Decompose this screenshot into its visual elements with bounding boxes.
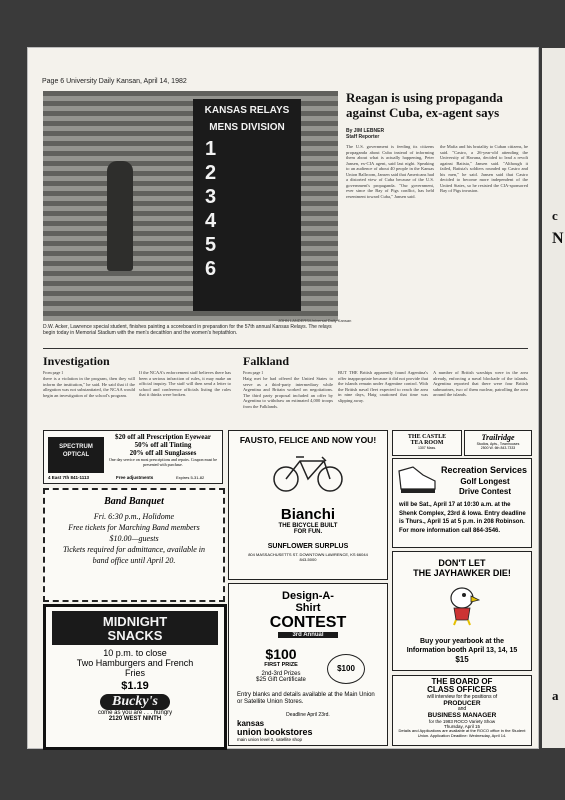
- reagan-byline: [346, 128, 384, 140]
- board-line-1: will interview for the positions of: [426, 694, 498, 700]
- spectrum-offer-1: $20 off all Prescription Eyewear: [115, 433, 211, 441]
- design-contest-title: CONTEST: [269, 614, 347, 631]
- board-and: and: [457, 706, 467, 712]
- bicycle-icon: [268, 451, 348, 495]
- jayhawker-ad: [392, 551, 532, 671]
- trailridge-sub: Studios, Apts., Townhouses: [476, 442, 520, 446]
- adjacent-letter: a: [552, 688, 559, 703]
- band-line-3: $10.00—guests: [109, 534, 159, 543]
- board-line-3: Thursday, April 15: [444, 724, 480, 729]
- scoreboard-number: 2: [205, 162, 217, 184]
- sunflower-address: 804 MASSACHUSETTS ST. DOWNTOWN LAWRENCE, KS 66044: [248, 552, 368, 557]
- castle-tea-room-ad: [392, 430, 462, 456]
- spectrum-optical-ad: [43, 430, 223, 484]
- adjacent-page-edge: [542, 48, 565, 748]
- investigation-heading: Investigation: [43, 354, 110, 368]
- trailridge-ad: [464, 430, 532, 456]
- byline-name: By JIM LEBNER: [346, 128, 385, 134]
- falkland-heading: Falkland: [243, 354, 290, 368]
- midnight-time: 10 p.m. to close: [103, 648, 167, 658]
- board-title-2: CLASS OFFICERS: [427, 685, 497, 694]
- bianchi-headline: FAUSTO, FELICE AND NOW YOU!: [239, 435, 377, 445]
- board-title-1: THE BOARD OF: [431, 677, 493, 686]
- bianchi-tag-1: THE BICYCLE BUILT: [278, 523, 338, 529]
- byline-role: Staff Reporter: [346, 134, 380, 140]
- recreation-sub-2: Drive Contest: [458, 487, 511, 496]
- spectrum-expires: Expires 5-31-82: [176, 475, 205, 480]
- board-line-2: for the 1983 ROCO Variety Show: [428, 719, 496, 724]
- castle-name-2: TEA ROOM: [410, 440, 444, 446]
- falkland-col-2: BUT THE British apparently found Argentina's offer inappropriate because it did not provide that the islands remain under Argentine control. With the British naval fleet expected to reach the area in nine days, Haig cautioned that time was slipping away.: [338, 370, 428, 403]
- investigation-from: From page 1: [43, 370, 64, 375]
- design-prizes: [241, 646, 321, 683]
- trailridge-name: Trailridge: [481, 433, 515, 442]
- spectrum-adjustments: Free adjustments: [116, 475, 154, 480]
- board-pos-2: BUSINESS MANAGER: [427, 712, 497, 719]
- midnight-title-1: MIDNIGHT: [102, 614, 168, 629]
- scoreboard-photo: [43, 91, 338, 321]
- jayhawker-title-1: DON'T LET: [438, 558, 486, 568]
- board-body: Details and Applications are available at the ROCO office in the Student Union. Application Deadline: Wednesday, April 14.: [398, 728, 526, 738]
- scoreboard-number: 5: [205, 234, 217, 256]
- prize-amount: $100: [265, 646, 297, 662]
- midnight-offer: Two Hamburgers and French Fries: [76, 658, 194, 678]
- falkland-col-3: A number of British warships were in the area already, enforcing a naval blockade of the islands. Argentina reported that there were four British submarines, two of them nuclear, patrolling the area around the islands.: [433, 370, 528, 397]
- reagan-col-2: the Mafia and his brutality to Cuban citizens, he said. "Castro, a 26-year-old attending the University of Havana, decided to lead a revolt against Batista," Jansen said. "Although it failed, Batista's soldiers rounded up Castro and his men," he said. Jansen said that Castro decided to become more independent of the United States, so he resisted the CIA-sponsored Bay of Pigs invasion.: [440, 144, 528, 193]
- band-banquet-ad: [43, 488, 225, 602]
- buckys-tagline: come as you are . . . hungry: [97, 710, 173, 716]
- buckys-logo: Bucky's: [100, 694, 170, 710]
- midnight-price: $1.19: [121, 680, 149, 692]
- scoreboard: [193, 99, 301, 311]
- newspaper-page: [28, 48, 538, 748]
- spectrum-address: 4 East 7th 841-1113: [48, 475, 90, 480]
- spectrum-fine-print: One day service on most prescriptions and repairs. Coupon must be presented with purchase.: [108, 457, 218, 467]
- castle-name-1: THE CASTLE: [407, 434, 447, 440]
- trailridge-address: [465, 446, 531, 450]
- design-edition: 3rd Annual: [278, 632, 338, 638]
- jayhawker-title-2: THE JAYHAWKER DIE!: [413, 568, 511, 578]
- recreation-sub-1: Golf Longest: [460, 477, 510, 486]
- midnight-banner: [52, 611, 218, 645]
- board-pos-1: PRODUCER: [443, 700, 481, 707]
- bianchi-tag-2: FOR FUN.: [293, 529, 323, 535]
- band-line-2: Free tickets for Marching Band members: [68, 523, 200, 532]
- design-line-2: Shirt: [295, 602, 321, 614]
- reagan-headline: Reagan is using propaganda against Cuba, ex-agent says: [346, 90, 503, 120]
- trailridge-phone: 843-7333: [500, 446, 516, 450]
- page-folio: Page 6 University Daily Kansan, April 14, 1982: [42, 78, 187, 85]
- recreation-services-ad: [392, 458, 532, 548]
- sunflower-phone: 843-5000: [299, 557, 317, 562]
- bianchi-ad: [228, 430, 388, 580]
- recreation-body: will be Sat., April 17 at 10:30 a.m. at the Shenk Complex, 23rd & Iowa. Entry deadline is Thurs., April 15 at 5 p.m. in 208 Robinson. For more information call 864-3546.: [399, 502, 526, 534]
- second-prizes: 2nd-3rd Prizes: [261, 671, 301, 677]
- buckys-address: 2120 WEST NINTH: [108, 716, 162, 722]
- bookstore-location: main union level 2, satellite shop: [237, 737, 303, 742]
- photo-credit: JOHN LANDERS/Universal Daily Kansan: [278, 318, 352, 323]
- sunflower-surplus-name: SUNFLOWER SURPLUS: [267, 543, 349, 550]
- investigation-col-1: there is a violation in the program, then they will inform the institution," he said. He said that if the allegation was not substantiated, the NCAA would begin an investigation of the school's program.: [43, 376, 135, 398]
- prize-coin: $100: [327, 654, 365, 684]
- spectrum-offer-3: 20% off all Sunglasses: [129, 449, 197, 457]
- design-a-shirt-ad: [228, 583, 388, 746]
- spectrum-offer-2: 50% off all Tinting: [134, 441, 192, 449]
- bianchi-logo: Bianchi: [280, 506, 336, 523]
- investigation-col-2: If the NCAA's enforcement staff believes there has been a serious infraction of rules, it may make an official inquiry. The staff will then send a letter to school and conference officials listing the rules that it thinks were broken.: [139, 370, 231, 397]
- bookstore-brand-1: kansas: [237, 719, 265, 728]
- section-divider: [43, 348, 528, 349]
- design-body: Entry blanks and details available at the Main Union or Satellite Union Stores.: [237, 692, 375, 705]
- bookstore-brand-2: union bookstores: [237, 727, 313, 737]
- adjacent-letter: N: [552, 230, 564, 247]
- falkland-from: From page 1: [243, 370, 264, 375]
- band-line-4: Tickets required for admittance, available in band office until April 20.: [62, 545, 206, 565]
- reagan-col-1: The U.S. government is feeding its citizens propaganda about Cuba instead of informing them about what is actually happening, Peter Jansen, ex-CIA agent, said last night. Speaking to an audience of about 40 people in the Kansas Union Ballroom, Jansen said that Americans had a distorted view of Cuba because of the U.S. government's propaganda. "Our government, ever since the Bay of Pigs conflict, has held resentment toward Cuba," Jansen said.: [346, 144, 434, 199]
- falkland-col-1: Haig met he had offered the United States to serve as a third-party intermediary while Argentina and Britain worked on negotiations. The third party proposal included an offer by Argentina to withdraw an estimated 4,000 troops from the Falklands.: [243, 376, 333, 409]
- scoreboard-numbers: [193, 137, 301, 281]
- trailridge-street: 2500 W. 6th: [480, 446, 500, 450]
- second-prize-desc: $25 Gift Certificate: [256, 677, 306, 683]
- class-officers-ad: [392, 675, 532, 746]
- midnight-snacks-ad: [43, 604, 227, 750]
- scoreboard-number: 4: [205, 210, 217, 232]
- jayhawker-body: Buy your yearbook at the Information booth April 13, 14, 15: [406, 638, 518, 654]
- painter-figure: [107, 161, 133, 271]
- adjacent-letter: c: [552, 208, 558, 223]
- design-line-1: Design-A-: [282, 590, 334, 602]
- bookstore-logo: [237, 720, 313, 742]
- band-line-1: Fri. 6:30 p.m., Holidome: [93, 512, 175, 521]
- jayhawk-mascot-icon: [444, 582, 480, 626]
- golf-shoe-icon: [397, 463, 437, 497]
- recreation-title: Recreation Services: [441, 465, 528, 475]
- jayhawker-price: $15: [455, 655, 469, 664]
- midnight-title-2: SNACKS: [107, 628, 163, 643]
- spectrum-offers: [108, 433, 218, 467]
- prize-label: FIRST PRIZE: [264, 662, 298, 668]
- scoreboard-number: 1: [205, 138, 217, 160]
- band-title: Band Banquet: [104, 496, 164, 507]
- scoreboard-title-1: KANSAS RELAYS: [204, 105, 290, 116]
- scoreboard-number: 3: [205, 186, 217, 208]
- scoreboard-number: 6: [205, 258, 217, 280]
- castle-address: 1307 Mass.: [417, 446, 437, 450]
- scoreboard-title-2: MENS DIVISION: [209, 122, 285, 133]
- photo-caption: D.W. Acker, Lawrence special student, finishes painting a scoreboard in preparation for the 57th annual Kansas Relays. The relays begin today in Memorial Stadium with the men's decathlon and the women's heptathlon.: [43, 324, 332, 336]
- design-deadline: Deadline April 23rd.: [286, 712, 330, 718]
- spectrum-logo: SPECTRUM OPTICAL: [48, 437, 104, 473]
